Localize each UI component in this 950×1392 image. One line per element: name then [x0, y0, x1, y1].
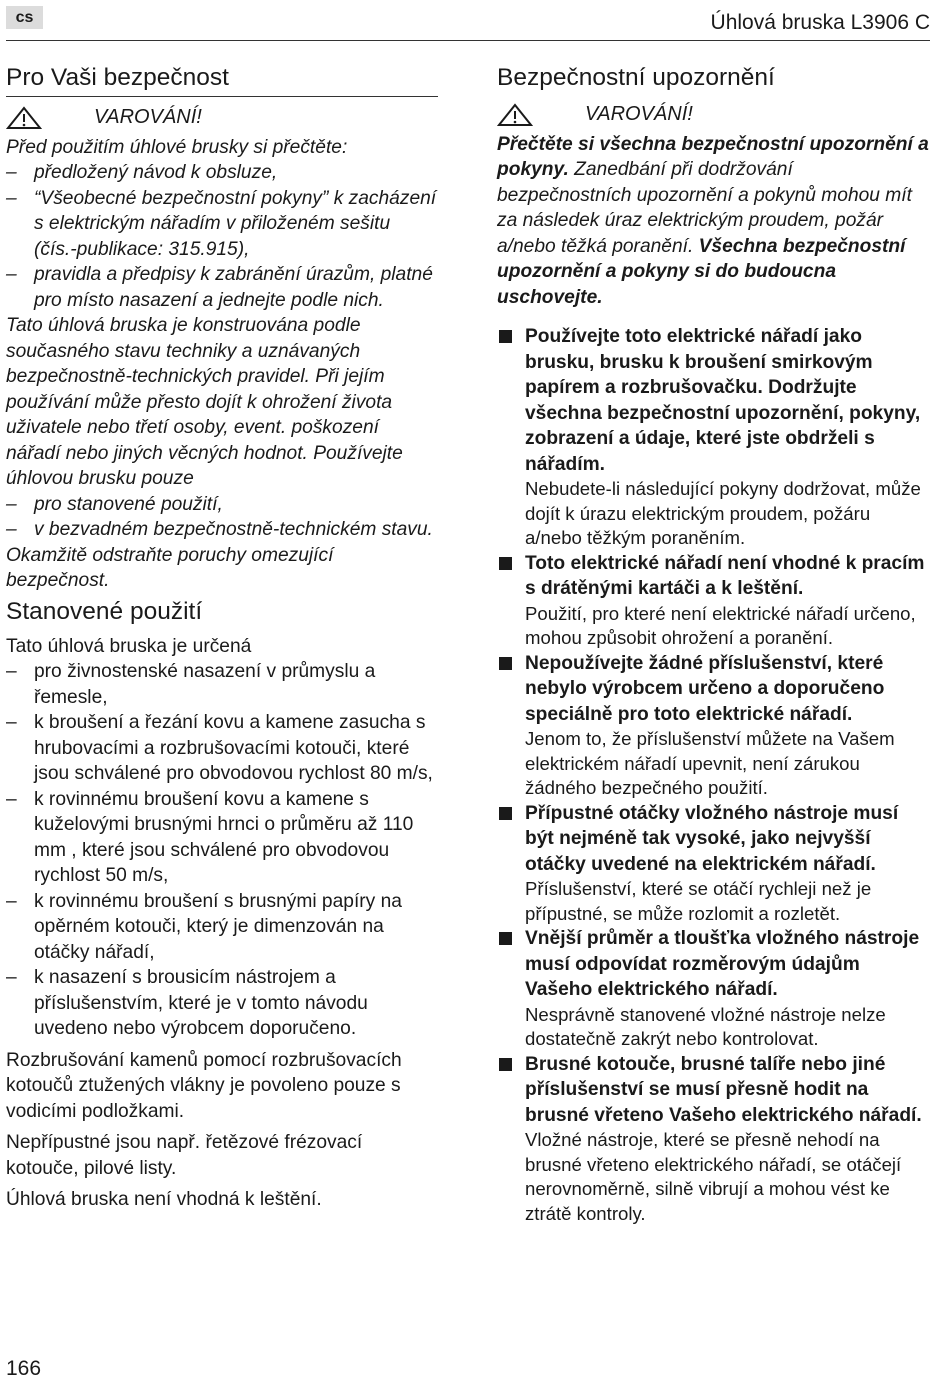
read-intro: Před použitím úhlové brusky si přečtěte: [6, 136, 348, 158]
list-item [497, 926, 932, 1052]
list-item: – pro živnostenské nasazení v průmyslu a řemesle, [6, 659, 438, 710]
warning-triangle-icon [6, 106, 42, 130]
rule-heading: Používejte toto elektrické nářadí jako brusku, brusku k broušení smirkovým papírem a rozbrušovačku. Dodržujte všechna bezpečnostní upozornění, pokyny, zobrazení a údaje, které jste obdrželi s nářadím. [525, 326, 921, 475]
rule-text: Nesprávně stanovené vložné nástroje nelze dostatečně zakrýt nebo kontrolovat. [525, 1003, 886, 1049]
rule-text: Jenom to, že příslušenství můžete na Vašem elektrickém nářadí upevnit, není zárukou žádného bezpečného použití. [525, 728, 895, 798]
intro-bold: Všechna bezpečnostní upozornění a pokyny si do budoucna uschovejte. [497, 235, 906, 308]
rule-heading: Toto elektrické nářadí není vhodné k pracím s drátěnými kartáči a k leštění. [525, 552, 925, 599]
list-item: – pro stanovené použití, [6, 492, 438, 518]
warning-block [497, 102, 932, 128]
intro-text: Zanedbání při dodržování bezpečnostních upozornění a pokynů mohou mít za následek úraz elektrickým proudem, požár a/nebo těžká poranění. [497, 159, 912, 257]
intended-use-list [6, 659, 438, 1042]
warning-label: VAROVÁNÍ! [585, 103, 693, 125]
section-title-safety-notes: Bezpečnostní upozornění [497, 64, 775, 91]
warning-label: VAROVÁNÍ! [94, 106, 202, 128]
list-item: – v bezvadném bezpečnostně-technickém stavu. [6, 517, 438, 543]
page-number: 166 [6, 1357, 42, 1380]
paragraph: Úhlová bruska není vhodná k leštění. [6, 1189, 322, 1210]
left-column [6, 62, 438, 1213]
read-list [6, 160, 438, 313]
list-item [497, 324, 932, 551]
right-column [497, 62, 932, 1226]
rule-heading: Vnější průměr a tloušťka vložného nástroje musí odpovídat rozměrovým údajům Vašeho elektrického nářadí. [525, 928, 920, 1000]
paragraph: Nepřípustné jsou např. řetězové frézovací kotouče, pilové listy. [6, 1132, 363, 1179]
paragraph: Okamžitě odstraňte poruchy omezující bezpečnost. [6, 544, 334, 591]
rule-heading: Brusné kotouče, brusné talíře nebo jiné příslušenství se musí přesně hodit na brusné vřeteno Vašeho elektrického nářadí. [525, 1053, 922, 1126]
warning-block [6, 105, 438, 131]
header-divider [6, 40, 930, 41]
rule-text: Nebudete-li následující pokyny dodržovat, může dojít k úrazu elektrickým proudem, požáru a/nebo těžkým poraněním. [525, 478, 921, 548]
warning-triangle-icon [497, 103, 533, 127]
language-badge: cs [6, 6, 43, 29]
intro-bold: Přečtěte si všechna bezpečnostní upozornění a pokyny. [497, 133, 929, 180]
list-item [497, 1052, 932, 1227]
safety-rules-list [497, 324, 932, 1226]
safety-intro [497, 132, 932, 311]
rule-heading: Přípustné otáčky vložného nástroje musí být nejméně tak vysoké, jako nejvyšší otáčky uvedené na elektrickém nářadí. [525, 802, 899, 875]
rule-heading: Nepoužívejte žádné příslušenství, které nebylo výrobcem určeno a doporučeno speciálně pro toto elektrické nářadí. [525, 652, 885, 725]
list-item: – “Všeobecné bezpečnostní pokyny” k zacházení s elektrickým nářadím v přiloženém sešitu (čís.-publikace: 315.915), [6, 186, 438, 263]
use-conditions-list [6, 492, 438, 543]
paragraph: Tato úhlová bruska je konstruována podle současného stavu techniky a uznávaných bezpečnostně-technických pravidel. Při jejím používání může přesto dojít k ohrožení života uživatele nebo třetí osoby, event. poškození nářadí nebo jiných věcných hodnot. Používejte úhlovou brusku pouze [6, 315, 403, 489]
list-item: – k broušení a řezání kovu a kamene zasucha s hrubovacími a rozbrušovacími kotouči, které jsou schválené pro obvodovou rychlost 80 m/s, [6, 710, 438, 787]
list-item [497, 651, 932, 801]
list-item: – k nasazení s brousicím nástrojem a příslušenstvím, které je v tomto návodu uvedeno nebo výrobcem doporučeno. [6, 965, 438, 1042]
rule-text: Příslušenství, které se otáčí rychleji než je přípustné, se může rozlomit a rozletět. [525, 878, 872, 924]
section-title-intended-use: Stanovené použití [6, 597, 203, 625]
list-item [497, 801, 932, 927]
section-title-safety: Pro Vaši bezpečnost [6, 62, 438, 97]
list-item: – k rovinnému broušení kovu a kamene s kuželovými brusnými hrnci o průměru až 110 mm , které jsou schválené pro obvodovou rychlost 50 m/s, [6, 787, 438, 889]
list-item: – k rovinnému broušení s brusnými papíry na opěrném kotouči, který je dimenzován na otáčky nářadí, [6, 889, 438, 966]
rule-text: Vložné nástroje, které se přesně nehodí na brusné vřeteno elektrického nářadí, se otáčejí nerovnoměrně, silně vibrují a mohou vést ke ztrátě kontroly. [525, 1129, 902, 1224]
paragraph: Rozbrušování kamenů pomocí rozbrušovacích kotoučů ztužených vlákny je povoleno pouze s vodicími podložkami. [6, 1049, 402, 1122]
list-item: – pravidla a předpisy k zabránění úrazům, platné pro místo nasazení a jednejte podle nich. [6, 262, 438, 313]
rule-text: Použití, pro které není elektrické nářadí určeno, mohou způsobit ohrožení a poranění. [525, 602, 916, 648]
list-item [497, 551, 932, 651]
document-title: Úhlová bruska L3906 C [710, 11, 930, 34]
intended-intro: Tato úhlová bruska je určená [6, 635, 252, 657]
list-item: – předložený návod k obsluze, [6, 160, 438, 186]
